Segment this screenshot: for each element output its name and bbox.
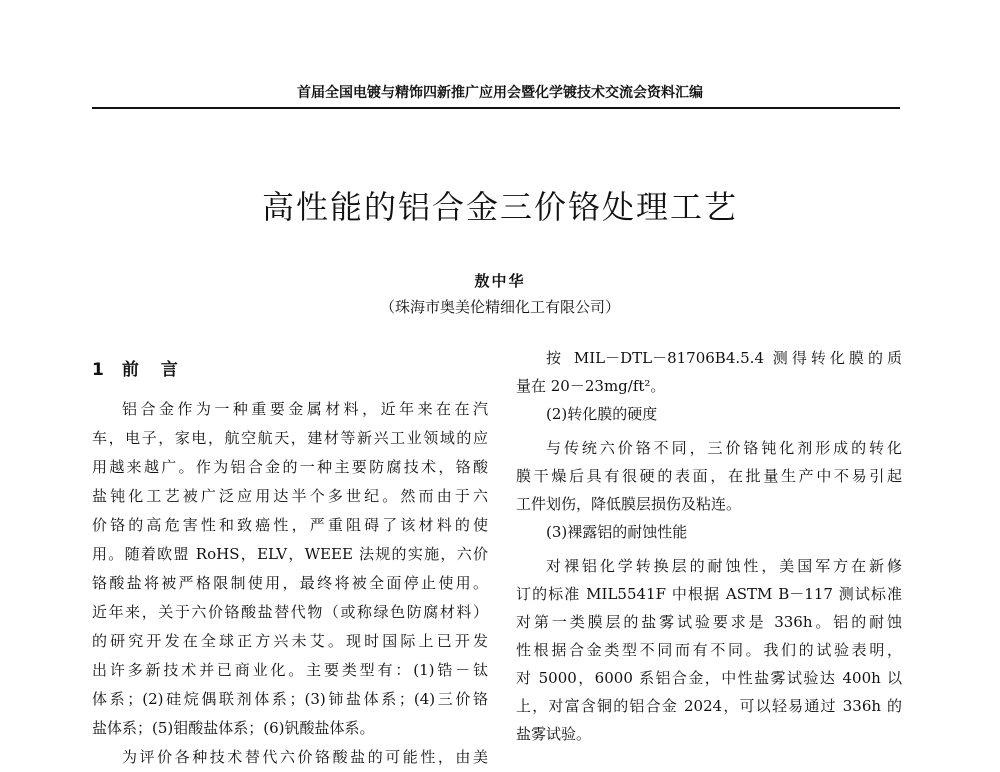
author-name: 敖中华 [474, 272, 526, 290]
section-title: 前言 [121, 360, 200, 380]
section-number: 1 [92, 360, 104, 380]
body-line: 盐体系；(5)钼酸盐体系；(6)钒酸盐体系。 [92, 719, 375, 737]
body-line: 与传统六价铬不同，三价铬钝化剂形成的转化 [546, 439, 902, 457]
section-heading [92, 345, 488, 395]
body-line: 为评价各种技术替代六价铬酸盐的可能性，由美 [122, 748, 488, 766]
body-line: 出许多新技术并已商业化。主要类型有：(1)锆－钛 [92, 661, 488, 679]
right-column [516, 344, 902, 748]
subsection-heading: (3)裸露铝的耐蚀性能 [546, 523, 688, 541]
author-affiliation: （珠海市奥美伦精细化工有限公司） [379, 298, 620, 316]
body-line: 近年来，关于六价铬酸盐替代物（或称绿色防腐材料） [92, 603, 488, 621]
paper-title: 高性能的铝合金三价铬处理工艺 [261, 188, 738, 226]
body-line: 订的标准 MIL5541F 中根据 ASTM B－117 测试标准 [516, 585, 902, 603]
subsection-heading: (2)转化膜的硬度 [546, 405, 658, 423]
body-line: 对裸铝化学转换层的耐蚀性，美国军方在新修 [546, 557, 902, 575]
body-line: 铝合金作为一种重要金属材料，近年来在在汽 [122, 400, 488, 418]
body-line: 上，对富含铜的铝合金 2024，可以轻易通过 336h 的 [516, 697, 902, 715]
body-line: 盐钝化工艺被广泛应用达半个多世纪。然而由于六 [92, 487, 488, 505]
body-line: 体系；(2)硅烷偶联剂体系；(3)铈盐体系；(4)三价铬 [92, 690, 488, 708]
left-column [92, 345, 488, 772]
running-header: 首届全国电镀与精饰四新推广应用会暨化学镀技术交流会资料汇编 [297, 85, 703, 101]
body-line: 用越来越广。作为铝合金的一种主要防腐技术，铬酸 [92, 458, 488, 476]
body-line: 工件划伤，降低膜层损伤及粘连。 [516, 495, 742, 513]
header-rule [92, 107, 900, 109]
body-line: 的研究开发在全球正方兴未艾。现时国际上已开发 [92, 632, 488, 650]
body-line: 对 5000，6000 系铝合金，中性盐雾试验达 400h 以 [516, 669, 902, 687]
body-line: 用。随着欧盟 RoHS，ELV，WEEE 法规的实施，六价 [92, 545, 488, 563]
body-line: 量在 20－23mg/ft²。 [516, 377, 666, 395]
body-line: 车，电子，家电，航空航天，建材等新兴工业领域的应 [92, 429, 488, 447]
body-line: 按 MIL－DTL－81706B4.5.4 测得转化膜的质 [546, 349, 902, 367]
body-line: 价铬的高危害性和致癌性，严重阻碍了该材料的使 [92, 516, 488, 534]
body-line: 性根据合金类型不同而有不同。我们的试验表明， [516, 641, 902, 659]
body-line: 铬酸盐将被严格限制使用，最终将被全面停止使用。 [92, 574, 488, 592]
body-line: 盐雾试验。 [516, 725, 592, 743]
body-line: 对第一类膜层的盐雾试验要求是 336h。铝的耐蚀 [516, 613, 902, 631]
body-line: 膜干燥后具有很硬的表面，在批量生产中不易引起 [516, 467, 902, 485]
